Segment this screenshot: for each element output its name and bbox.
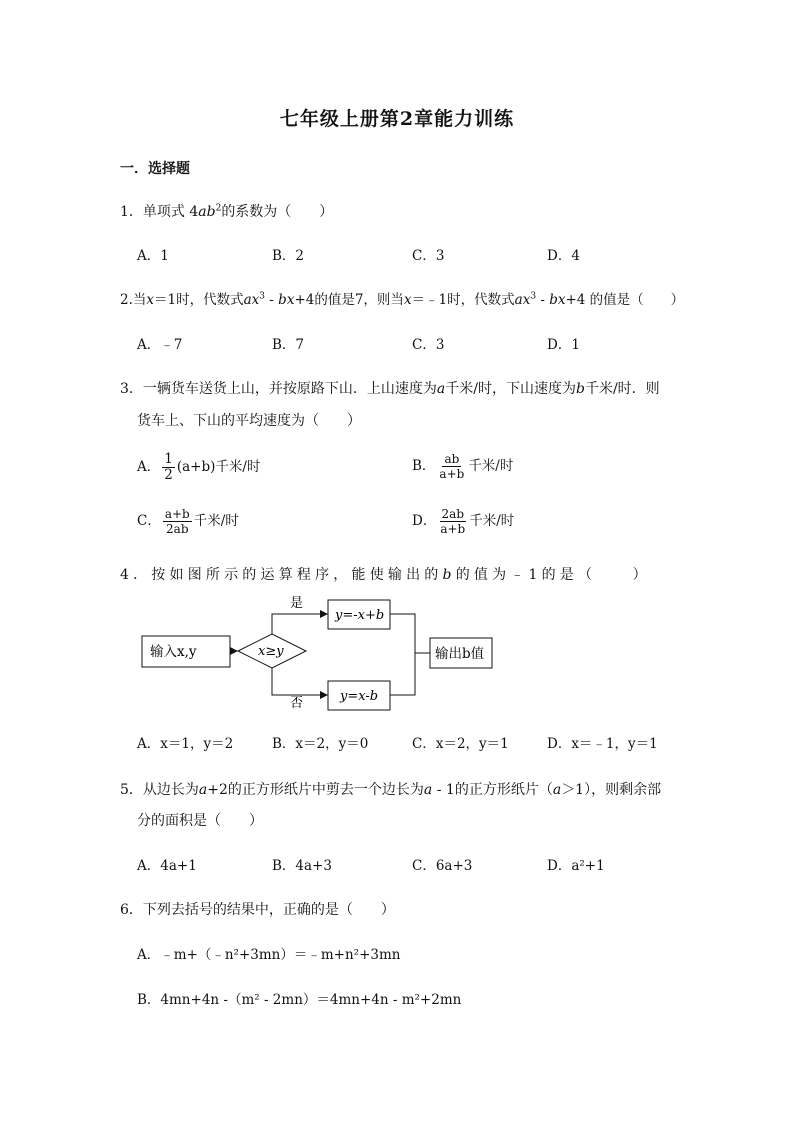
q2-text: 2.当 [120,292,147,308]
question-5-line-1 [120,779,661,801]
q2-text: - [536,292,550,308]
connector-line [272,668,322,695]
numerator: 1 [164,451,173,467]
q2-text: ＝1时，代数式 [154,292,244,308]
q4-var: b [442,567,456,583]
q3-var: b [575,381,585,397]
option-text: 千米/时 [468,458,514,474]
q1-variable: ab [198,204,216,220]
q5-var: a [423,782,433,798]
q2-exponent: 3 [530,291,537,302]
connector-line [390,614,415,695]
q3-text: 千米/时，下山速度为 [445,381,576,397]
q2-var: x [403,292,412,308]
q3-text: 3．一辆货车送货上山，并按原路下山．上山速度为 [120,381,437,397]
option-label: D． [412,513,437,529]
q2-exponent: 3 [259,291,266,302]
q2-text: +4的值是7，则当 [294,292,404,308]
q5-option-c[interactable]: C．6a+3 [412,858,473,874]
denominator: 2ab [166,522,189,536]
question-6: 6．下列去括号的结果中，正确的是（ ） [120,902,395,918]
flow-yes-label: 是 [290,596,304,611]
q2-option-b[interactable]: B．7 [272,337,305,353]
q3-text: 千米/时．则 [584,381,660,397]
option-text: 千米/时 [193,513,239,529]
q1-exponent: 2 [215,203,222,214]
flow-no-label: 否 [290,696,304,711]
q1-option-d[interactable]: D．4 [547,248,580,264]
option-text: (a+b)千米/时 [176,459,261,475]
q1-option-c[interactable]: C．3 [412,248,445,264]
section-heading: 一．选择题 [120,161,190,177]
numerator: 2ab [441,507,465,521]
numerator: a+b [164,507,190,521]
q3-var: a [436,381,446,397]
arrow-head [320,610,328,618]
q1-suffix: 的系数为（ ） [221,204,334,220]
q4-text: 的值为﹣1的是（ ） [455,567,651,583]
q5-text: 5．从边长为 [120,782,199,798]
q4-option-a[interactable]: A．x＝1，y＝2 [137,736,234,752]
q5-var: a [198,782,208,798]
q2-text: - [265,292,279,308]
q2-option-c[interactable]: C．3 [412,337,445,353]
q4-option-c[interactable]: C．x＝2，y＝1 [412,736,509,752]
flow-top-formula: y=-x+b [335,608,385,623]
q4-option-b[interactable]: B．x＝2，y＝0 [272,736,369,752]
denominator: 2 [164,467,173,483]
q4-option-d[interactable]: D．x＝﹣1，y＝1 [547,736,658,752]
arrow-head [230,647,238,655]
q2-var: bx [278,292,295,308]
connector-line [272,614,322,634]
q2-var: x [146,292,155,308]
q2-option-d[interactable]: D．1 [547,337,580,353]
q2-var: ax [514,292,531,308]
question-5-line-2: 分的面积是（ ） [137,813,263,829]
q5-text: ＞1），则剩余部 [561,782,662,798]
q5-var: a [552,782,562,798]
flow-input-label: 输入x,y [150,644,197,660]
option-label: C． [137,513,161,529]
q6-option-b[interactable]: B．4mn+4n -（m² - 2mn）＝4mn+4n - m²+2mn [137,992,462,1008]
q5-text: - 1的正方形纸片（ [432,782,553,798]
q1-option-b[interactable]: B．2 [272,248,305,264]
page-title: 七年级上册第2章能力训练 [279,108,515,130]
q4-text: 4．按如图所示的运算程序，能使输出的 [120,567,443,583]
flow-bottom-formula: y=x-b [340,689,379,704]
q5-option-d[interactable]: D．a²+1 [547,858,605,874]
q5-option-a[interactable]: A．4a+1 [137,858,197,874]
option-text: 千米/时 [469,513,515,529]
q5-option-b[interactable]: B．4a+3 [272,858,332,874]
flow-output-label: 输出b值 [435,646,485,662]
numerator: ab [444,452,460,466]
question-3-line-2: 货车上、下山的平均速度为（ ） [137,413,361,429]
denominator: a+b [440,522,466,536]
q2-var: ax [243,292,260,308]
q5-text: +2的正方形纸片中剪去一个边长为 [207,782,424,798]
option-label: A． [137,459,161,475]
option-label: B． [412,458,436,474]
arrow-head [320,691,328,699]
q1-option-a[interactable]: A．1 [137,248,169,264]
q6-option-a[interactable]: A．﹣m+（﹣n²+3mn）＝﹣m+n²+3mn [137,947,401,963]
denominator: a+b [439,467,465,481]
q2-text: ＝﹣1时，代数式 [411,292,515,308]
q2-option-a[interactable]: A．﹣7 [137,337,183,353]
q2-text: +4 的值是（ ） [565,292,685,308]
q2-var: bx [549,292,566,308]
flow-condition-label: x≥y [258,644,284,659]
q1-prefix: 1．单项式 4 [120,204,199,220]
